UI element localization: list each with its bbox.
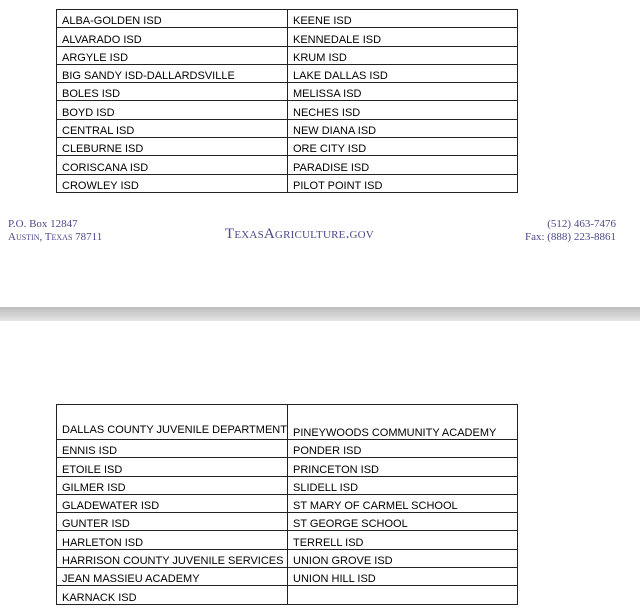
footer-fax: Fax: (888) 223-8861 bbox=[524, 231, 616, 243]
district-name-left: DALLAS COUNTY JUVENILE DEPARTMENT bbox=[57, 405, 288, 440]
table-row bbox=[57, 174, 518, 192]
district-name-left: BOLES ISD bbox=[57, 83, 288, 101]
table-row bbox=[57, 440, 518, 458]
district-name-left: BOYD ISD bbox=[57, 101, 288, 119]
district-name-right: UNION HILL ISD bbox=[288, 568, 518, 586]
district-name-left: CROWLEY ISD bbox=[57, 174, 288, 192]
table-row bbox=[57, 549, 518, 567]
table-row bbox=[57, 138, 518, 156]
footer-website: TexasAgriculture.gov bbox=[225, 226, 374, 242]
table-row bbox=[57, 156, 518, 174]
district-table-page-2 bbox=[56, 404, 518, 605]
footer-address bbox=[8, 218, 102, 244]
table-row bbox=[57, 101, 518, 119]
table-row bbox=[57, 458, 518, 476]
district-name-right bbox=[288, 586, 518, 604]
district-name-left: CORISCANA ISD bbox=[57, 156, 288, 174]
district-name-right: MELISSA ISD bbox=[288, 83, 518, 101]
district-name-right: NECHES ISD bbox=[288, 101, 518, 119]
district-name-right: LAKE DALLAS ISD bbox=[288, 64, 518, 82]
district-name-left: CLEBURNE ISD bbox=[57, 138, 288, 156]
district-name-left: GLADEWATER ISD bbox=[57, 494, 288, 512]
district-name-left: ENNIS ISD bbox=[57, 440, 288, 458]
table-row bbox=[57, 531, 518, 549]
district-name-left: GUNTER ISD bbox=[57, 513, 288, 531]
district-name-left: GILMER ISD bbox=[57, 476, 288, 494]
footer-phone: (512) 463-7476 bbox=[547, 218, 616, 230]
district-name-right: KEENE ISD bbox=[288, 10, 518, 28]
district-name-right: PILOT POINT ISD bbox=[288, 174, 518, 192]
district-table-page-1 bbox=[56, 9, 518, 193]
district-name-right: PARADISE ISD bbox=[288, 156, 518, 174]
table-row bbox=[57, 28, 518, 46]
document-page-2 bbox=[0, 321, 640, 613]
table-row bbox=[57, 513, 518, 531]
district-name-left: CENTRAL ISD bbox=[57, 119, 288, 137]
district-name-left: HARRISON COUNTY JUVENILE SERVICES bbox=[57, 549, 288, 567]
footer-contact bbox=[525, 218, 616, 244]
table-row bbox=[57, 494, 518, 512]
district-name-right: ST GEORGE SCHOOL bbox=[288, 513, 518, 531]
table-row bbox=[57, 119, 518, 137]
district-name-right: ST MARY OF CARMEL SCHOOL bbox=[288, 494, 518, 512]
footer-city: Austin, Texas 78711 bbox=[8, 231, 103, 243]
table-row bbox=[57, 405, 518, 440]
district-name-left: BIG SANDY ISD-DALLARDSVILLE bbox=[57, 64, 288, 82]
table-row bbox=[57, 10, 518, 28]
district-name-right: KENNEDALE ISD bbox=[288, 28, 518, 46]
district-name-left: ETOILE ISD bbox=[57, 458, 288, 476]
table-row bbox=[57, 568, 518, 586]
district-name-left: ALBA-GOLDEN ISD bbox=[57, 10, 288, 28]
district-name-left: ARGYLE ISD bbox=[57, 46, 288, 64]
district-name-right: NEW DIANA ISD bbox=[288, 119, 518, 137]
district-name-right: UNION GROVE ISD bbox=[288, 549, 518, 567]
district-name-right: KRUM ISD bbox=[288, 46, 518, 64]
table-row bbox=[57, 64, 518, 82]
district-name-right: PONDER ISD bbox=[288, 440, 518, 458]
district-name-left: ALVARADO ISD bbox=[57, 28, 288, 46]
district-name-right: PINEYWOODS COMMUNITY ACADEMY bbox=[288, 405, 518, 440]
district-name-right: PRINCETON ISD bbox=[288, 458, 518, 476]
district-name-right: SLIDELL ISD bbox=[288, 476, 518, 494]
table-row bbox=[57, 476, 518, 494]
district-name-left: KARNACK ISD bbox=[57, 586, 288, 604]
table-row bbox=[57, 586, 518, 604]
district-name-left: HARLETON ISD bbox=[57, 531, 288, 549]
district-name-right: TERRELL ISD bbox=[288, 531, 518, 549]
table-row bbox=[57, 83, 518, 101]
district-name-left: JEAN MASSIEU ACADEMY bbox=[57, 568, 288, 586]
table-row bbox=[57, 46, 518, 64]
footer-po-box: P.O. Box 12847 bbox=[8, 218, 78, 230]
district-name-right: ORE CITY ISD bbox=[288, 138, 518, 156]
page-separator bbox=[0, 307, 640, 321]
